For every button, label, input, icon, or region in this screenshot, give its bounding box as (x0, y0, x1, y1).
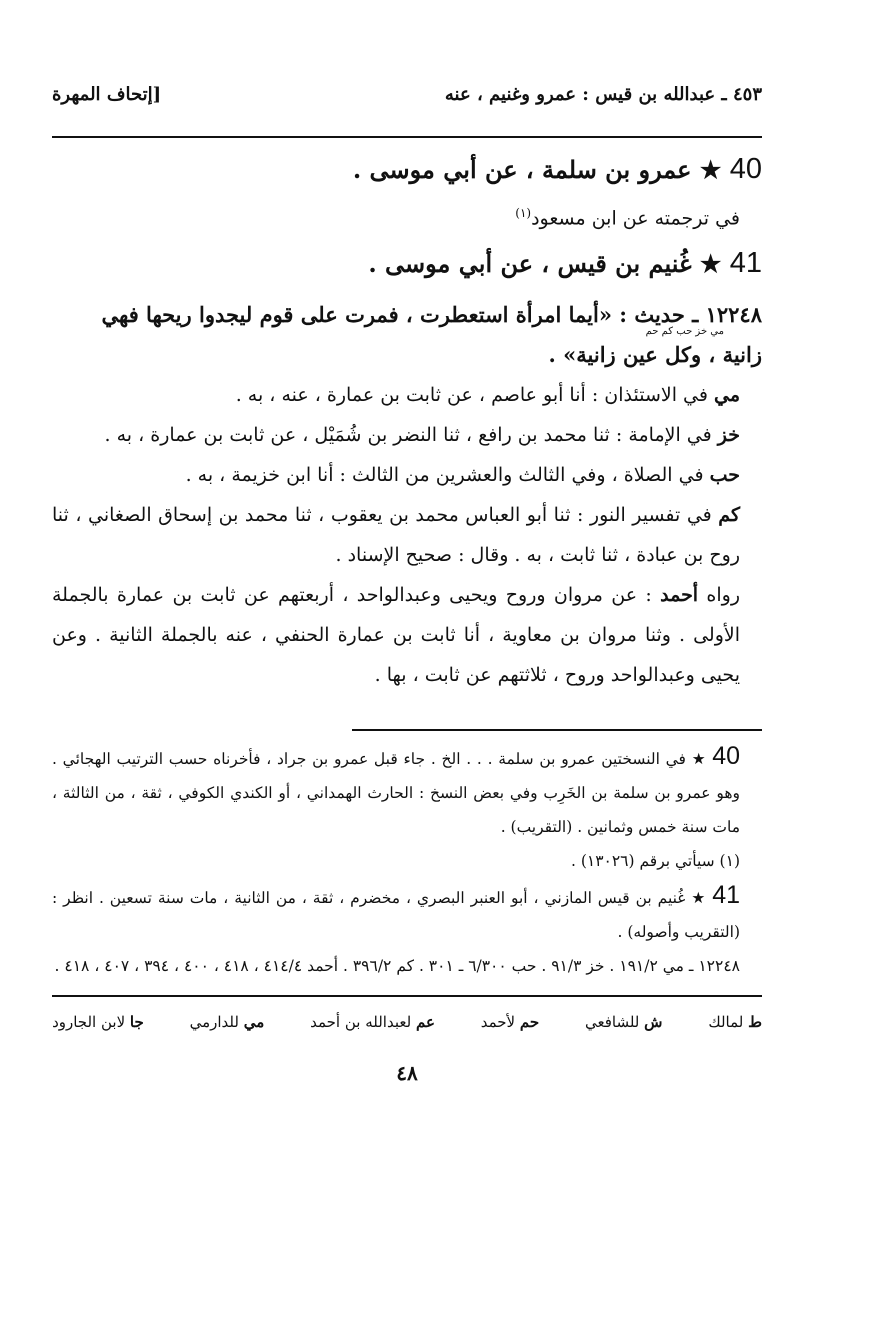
source-text: في الإمامة : ثنا محمد بن رافع ، ثنا النضر بن شُمَيْل ، عن ثابت بن عمارة ، به . (104, 424, 712, 447)
entry-40 (52, 146, 762, 238)
entry-sub-text: في ترجمته عن ابن مسعود (531, 207, 740, 230)
abbreviation-label: لابن الجارود (52, 1013, 126, 1032)
abbreviation-label: لعبدالله بن أحمد (310, 1013, 412, 1032)
entry-title: عمرو بن سلمة ، عن أبي موسى . (352, 155, 692, 184)
abbreviations-rule (52, 995, 762, 997)
header-rule (52, 136, 762, 138)
entry-number: 41 (729, 247, 762, 280)
footnote-40 (52, 739, 762, 844)
footnote-41 (52, 878, 762, 949)
hadith-sigla: مي خز حب كم حم (645, 326, 724, 338)
source-text: في الاستئذان : أنا أبو عاصم ، عن ثابت بن عمارة ، عنه ، به . (235, 384, 708, 407)
entry-number: 40 (729, 153, 762, 185)
source-text: في تفسير النور : ثنا أبو العباس محمد بن يعقوب ، ثنا محمد بن إسحاق الصغاني ، ثنا روح بن عبادة ، ثنا ثابت ، به . وقال : صحيح الإسناد . (52, 504, 740, 567)
ahmad-narration (52, 575, 762, 695)
source-km (52, 495, 762, 575)
footnotes (52, 739, 762, 983)
abbreviation-item (190, 1009, 265, 1035)
star-icon: ★ (691, 750, 707, 769)
footnote-text: (١) سيأتي برقم (١٣٠٢٦) . (570, 852, 740, 871)
ahmad-text: : عن مروان وروح ويحيى وعبدالواحد ، أربعتهم عن ثابت بن عمارة بالجملة الأولى . وثنا مروان بن معاوية ، أنا ثابت بن عمارة الحنفي ، عنه بالجملة الثانية . وعن يحيى وعبدالواحد وروح ، ثلاثتهم عن ثابت ، بها . (52, 584, 740, 687)
running-head-chapter: ٤٥٣ ـ عبدالله بن قيس : عمرو وغنيم ، عنه (444, 84, 762, 105)
source-hb (52, 455, 762, 495)
footnote-text: غُنيم بن قيس المازني ، أبو العنبر البصري ، مخضرم ، ثقة ، من الثانية ، مات سنة تسعين . انظر : (التقريب وأصوله) . (52, 889, 740, 942)
abbreviation-item (52, 1009, 144, 1035)
entry-title: غُنيم بن قيس ، عن أبي موسى . (368, 249, 692, 279)
footnote-text: ١٢٢٤٨ ـ مي ١٩١/٢ . خز ٩١/٣ . حب ٦/٣٠٠ ـ ٣٠١ . كم ٣٩٦/٢ . أحمد ٤١٤/٤ ، ٤١٨ ، ٤٠٠ ، ٣٩٤ ، ٤٠٧ ، ٤١٨ . (54, 957, 740, 976)
entry-41 (52, 240, 762, 287)
abbreviation-item (310, 1009, 435, 1035)
hadith-line-2: زانية ، وكل عين زانية» . (548, 342, 762, 368)
source-code: كم (718, 504, 740, 527)
footnote-number: 41 (712, 881, 740, 910)
hadith-12248 (52, 297, 762, 373)
abbreviation-code: عم (415, 1013, 435, 1032)
entry-heading (52, 240, 762, 287)
footnote-text: في النسختين عمرو بن سلمة . . . الخ . جاء قبل عمرو بن جراد ، فأخرناه حسب الترتيب الهجائي . وهو عمرو بن سلمة بن الخَرِب وفي بعض النسخ : الحارث الهمداني ، أو الكندي الكوفي ، ثقة ، من الثالثة ، مات سنة خمس وثمانين . (التقريب) . (52, 750, 740, 837)
abbreviation-item (585, 1009, 663, 1035)
star-icon: ★ (691, 889, 707, 908)
source-code: حب (709, 464, 740, 487)
abbreviation-code: مي (243, 1013, 265, 1032)
source-mi (52, 375, 762, 415)
footnote-number: 40 (712, 742, 741, 771)
abbreviation-label: لمالك (708, 1013, 744, 1032)
source-code: خز (717, 424, 740, 447)
ahmad-name: أحمد (660, 584, 699, 607)
running-head-book-title: [إتحاف المهرة (52, 84, 162, 105)
abbreviation-code: حم (519, 1013, 540, 1032)
footnote-reference: (١) (515, 206, 532, 220)
source-khz (52, 415, 762, 455)
footnote-12248 (52, 949, 762, 983)
source-code: مي (713, 384, 740, 407)
book-page (52, 84, 762, 1085)
star-icon: ★ (699, 155, 722, 184)
ahmad-prefix: رواه (706, 584, 740, 607)
abbreviations-key (52, 1009, 762, 1035)
star-icon: ★ (699, 249, 722, 279)
page-number: ٤٨ (396, 1061, 418, 1086)
abbreviation-item (708, 1009, 762, 1035)
hadith-line-1: ١٢٢٤٨ ـ حديث : «أيما امرأة استعطرت ، فمرت على قوم ليجدوا ريحها فهي (101, 302, 762, 328)
running-head (52, 84, 762, 124)
entry-subline (52, 193, 762, 238)
abbreviation-label: لأحمد (480, 1013, 516, 1032)
entry-heading (52, 146, 762, 193)
footnote-rule (352, 729, 762, 731)
abbreviation-label: للدارمي (189, 1013, 239, 1032)
abbreviation-item (481, 1009, 539, 1035)
footnote-1 (52, 844, 762, 878)
abbreviation-code: جا (129, 1013, 144, 1032)
source-text: في الصلاة ، وفي الثالث والعشرين من الثالث : أنا ابن خزيمة ، به . (185, 464, 704, 487)
abbreviation-code: ش (644, 1013, 663, 1032)
abbreviation-label: للشافعي (584, 1013, 640, 1032)
abbreviation-code: ط (748, 1013, 762, 1032)
